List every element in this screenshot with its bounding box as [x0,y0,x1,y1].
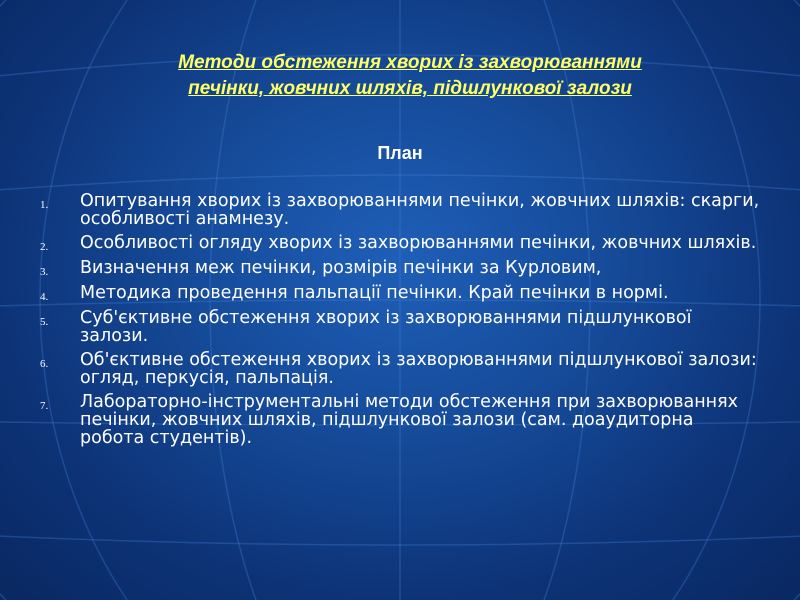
list-item-text: Суб'єктивне обстеження хворих із захворюваннями підшлункової залози. [80,308,692,346]
plan-heading: План [377,143,423,163]
title-line-1: Методи обстеження хворих із захворюваннями [178,52,642,73]
list-item-number: 4. [40,291,49,303]
list-item [40,284,760,303]
list-item-number: 7. [40,400,49,412]
list-item-text: Об'єктивне обстеження хворих із захворюваннями підшлункової залози: огляд, перкусія, пальпація. [80,350,757,388]
slide-title [60,50,760,102]
list-item [40,259,760,278]
list-item [40,309,760,345]
list-item-text: Особливості огляду хворих із захворюваннями печінки, жовчних шляхів. [80,233,757,253]
list-item-number: 3. [40,266,49,278]
list-item [40,234,760,253]
plan-list [40,192,760,453]
list-item-text: Опитування хворих із захворюваннями печінки, жовчних шляхів: скарги, особливості анамнезу. [80,191,760,229]
list-item-number: 2. [40,241,49,253]
list-item-text: Методика проведення пальпації печінки. Край печінки в нормі. [80,283,669,303]
list-item-number: 6. [40,358,49,370]
list-item-number: 5. [40,316,49,328]
list-item-text: Лабораторно-інструментальні методи обстеження при захворюваннях печінки, жовчних шляхів, підшлункової залози (сам. доаудиторна робота студентів). [80,392,738,448]
list-item [40,393,760,447]
list-item-number: 1. [40,199,49,211]
title-line-2: печінки, жовчних шляхів, підшлункової залози [188,78,632,99]
list-item [40,351,760,387]
list-item-text: Визначення меж печінки, розмірів печінки за Курловим, [80,258,602,278]
list-item [40,192,760,228]
